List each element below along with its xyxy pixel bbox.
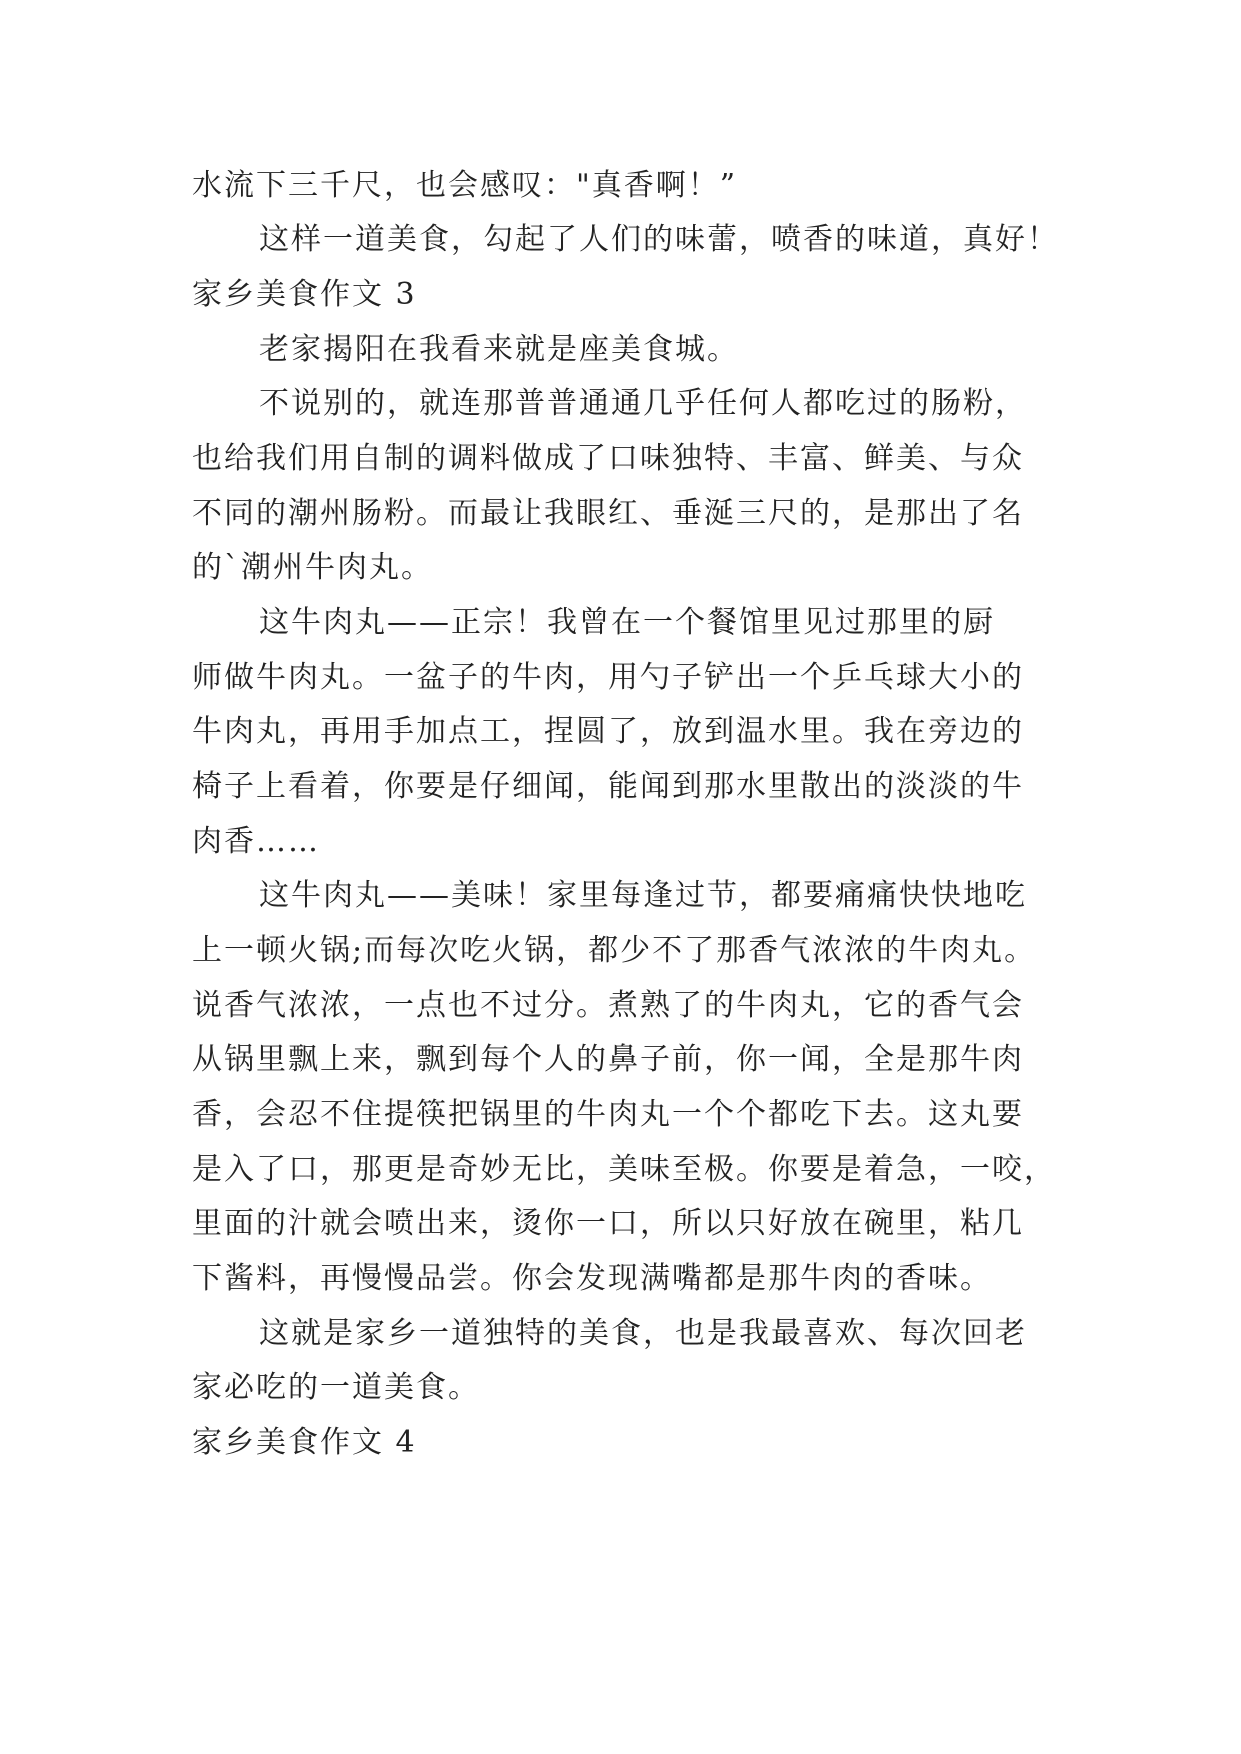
text-line: 说香气浓浓，一点也不过分。煮熟了的牛肉丸，它的香气会 xyxy=(192,988,1024,1023)
text-line: 里面的汁就会喷出来，烫你一口，所以只好放在碗里，粘几 xyxy=(192,1206,1024,1241)
paragraph-line: 这牛肉丸——美味！家里每逢过节，都要痛痛快快地吃 xyxy=(259,878,1027,913)
paragraph-line: 这牛肉丸——正宗！我曾在一个餐馆里见过那里的厨 xyxy=(259,605,995,640)
text-line: 上一顿火锅;而每次吃火锅，都少不了那香气浓浓的牛肉丸。 xyxy=(192,933,1037,968)
text-line: 也给我们用自制的调料做成了口味独特、丰富、鲜美、与众 xyxy=(192,441,1024,476)
paragraph-line: 老家揭阳在我看来就是座美食城。 xyxy=(259,332,739,367)
section-heading: 家乡美食作文 4 xyxy=(192,1425,417,1460)
text-line: 从锅里飘上来，飘到每个人的鼻子前，你一闻，全是那牛肉 xyxy=(192,1042,1024,1077)
section-heading: 家乡美食作文 3 xyxy=(192,277,417,312)
text-line: 香，会忍不住提筷把锅里的牛肉丸一个个都吃下去。这丸要 xyxy=(192,1097,1024,1132)
text-line: 不同的潮州肠粉。而最让我眼红、垂涎三尺的，是那出了名 xyxy=(192,496,1024,531)
paragraph-line: 不说别的，就连那普普通通几乎任何人都吃过的肠粉， xyxy=(259,386,1027,421)
text-line: 是入了口，那更是奇妙无比，美味至极。你要是着急，一咬， xyxy=(192,1152,1056,1187)
paragraph-line: 这样一道美食，勾起了人们的味蕾，喷香的味道，真好！ xyxy=(259,222,1059,257)
text-line: 师做牛肉丸。一盆子的牛肉，用勺子铲出一个乒乓球大小的 xyxy=(192,660,1024,695)
text-line: 家必吃的一道美食。 xyxy=(192,1370,480,1405)
paragraph-line: 这就是家乡一道独特的美食，也是我最喜欢、每次回老 xyxy=(259,1316,1027,1351)
text-line: 肉香…… xyxy=(192,824,320,859)
text-line: 下酱料，再慢慢品尝。你会发现满嘴都是那牛肉的香味。 xyxy=(192,1261,992,1296)
text-line: 水流下三千尺，也会感叹："真香啊！” xyxy=(192,168,738,203)
text-line: 牛肉丸，再用手加点工，捏圆了，放到温水里。我在旁边的 xyxy=(192,714,1024,749)
text-line: 的`潮州牛肉丸。 xyxy=(192,550,433,585)
text-line: 椅子上看着，你要是仔细闻，能闻到那水里散出的淡淡的牛 xyxy=(192,769,1024,804)
